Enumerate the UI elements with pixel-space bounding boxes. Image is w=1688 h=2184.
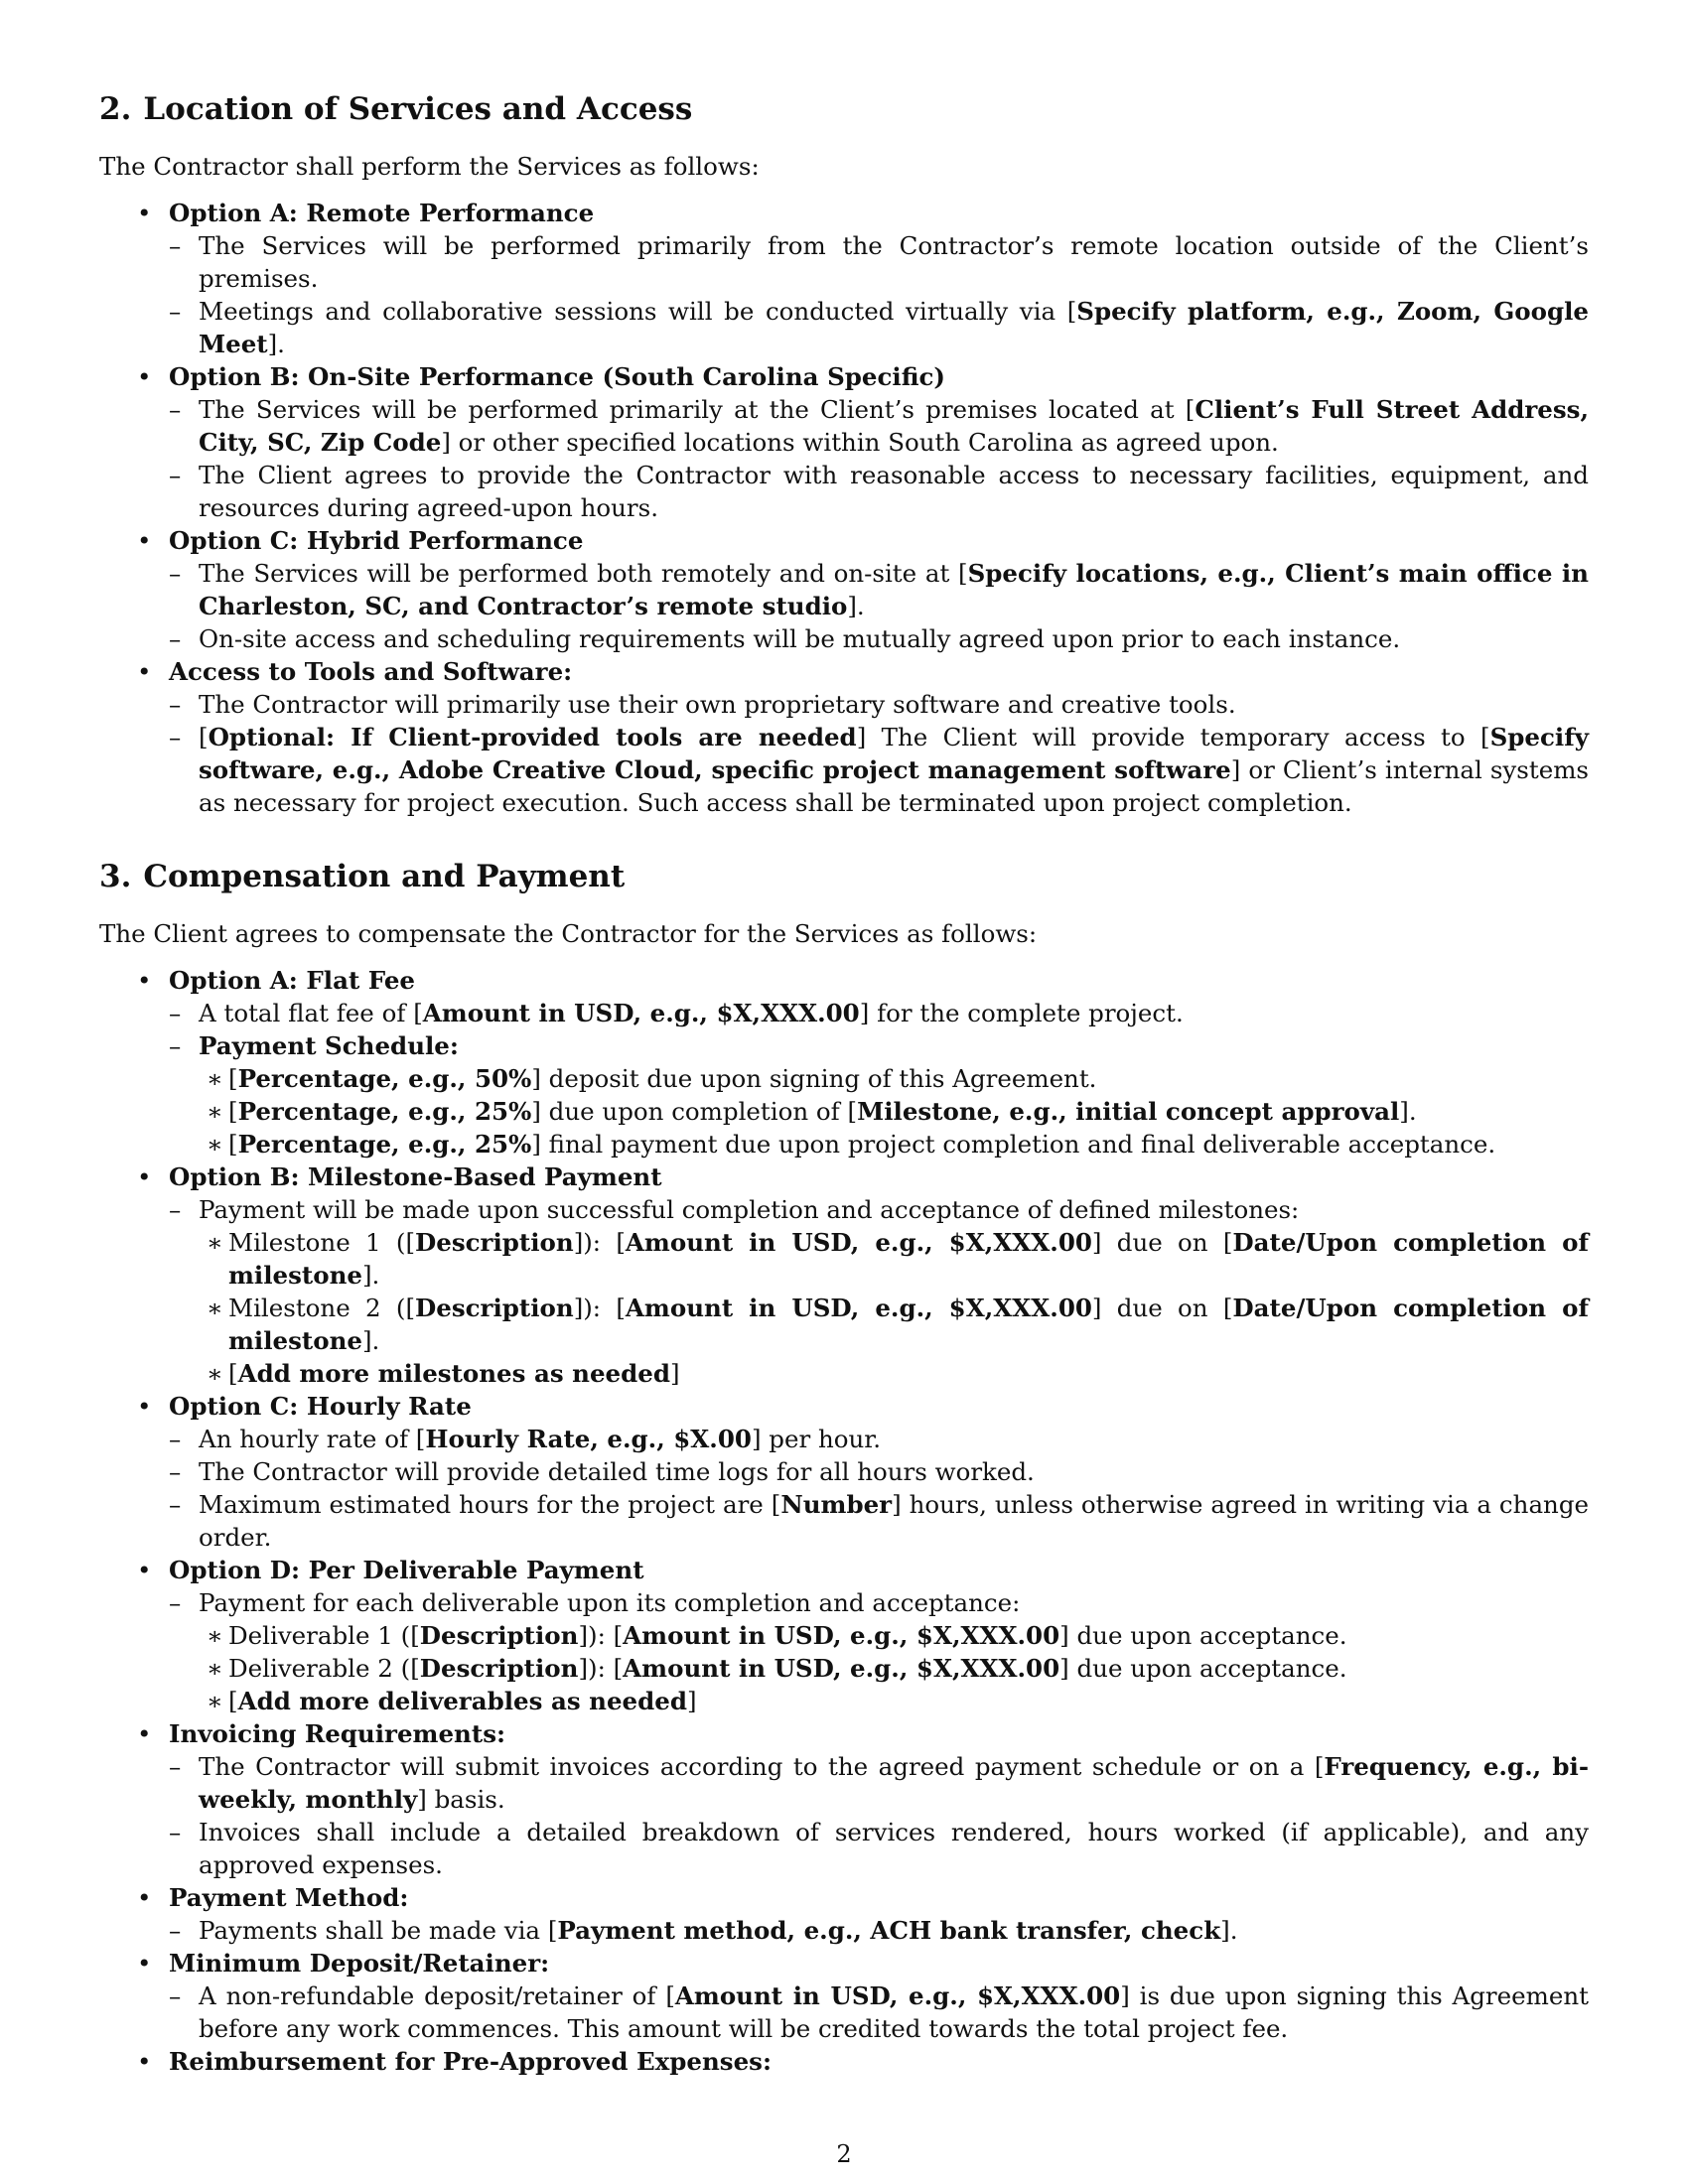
option-hourly <box>99 1390 1589 1554</box>
list-item: – The Services will be performed primarily from the Contractor’s remote location outside of the Client’s premises. <box>139 229 1589 295</box>
list-item: ∗ [Percentage, e.g., 25%] due upon completion of [Milestone, e.g., initial concept approval]. <box>177 1095 1589 1128</box>
list-item: ∗ [Add more deliverables as needed] <box>177 1685 1589 1717</box>
option-title: Option A: Flat Fee <box>169 966 416 996</box>
reimbursement-expenses <box>99 2045 1589 2078</box>
option-title: Reimbursement for Pre-Approved Expenses: <box>169 2047 773 2077</box>
list-item: – Meetings and collaborative sessions will be conducted virtually via [Specify platform, e.g., Zoom, Google Meet]. <box>139 295 1589 360</box>
option-title: Option B: On-Site Performance (South Carolina Specific) <box>169 362 946 392</box>
list-item: – Payment Schedule: ∗ [Percentage, e.g., 50%] deposit due upon signing of this Agreement. ∗ [Percentage, e.g., 25%] due upon completion of [Milestone, e.g., initial concept approval]. ∗ [Percentage, e.g., 25%] final payment due upon project completion and final deliverable acceptance. <box>139 1029 1589 1160</box>
section-title: Location of Services and Access <box>143 91 693 127</box>
section-intro: The Contractor shall perform the Services as follows: <box>99 152 760 182</box>
list-item: ∗ Deliverable 1 ([Description]): [Amount in USD, e.g., $X,XXX.00] due upon acceptance. <box>177 1619 1589 1652</box>
list-item: ∗ [Percentage, e.g., 25%] final payment due upon project completion and final deliverable acceptance. <box>177 1128 1589 1160</box>
option-title: Payment Method: <box>169 1883 409 1913</box>
option-remote <box>99 197 1589 360</box>
list-item: ∗ [Percentage, e.g., 50%] deposit due upon signing of this Agreement. <box>177 1062 1589 1095</box>
list-item: – Payment for each deliverable upon its completion and acceptance: ∗ Deliverable 1 ([Description]): [Amount in USD, e.g., $X,XXX.00] due upon acceptance. ∗ Deliverable 2 ([Description]): [Amount in USD, e.g., $X,XXX.00] due upon acceptance. ∗ [Add more deliverables as needed] <box>139 1586 1589 1717</box>
minimum-deposit <box>99 1947 1589 2045</box>
list-item: ∗ Deliverable 2 ([Description]): [Amount in USD, e.g., $X,XXX.00] due upon acceptance. <box>177 1652 1589 1685</box>
option-title: Option B: Milestone-Based Payment <box>169 1162 662 1192</box>
document-page <box>99 91 1589 2078</box>
section-number: 2. <box>99 91 132 127</box>
invoicing-requirements <box>99 1717 1589 1881</box>
payment-method <box>99 1881 1589 1947</box>
section-intro: The Client agrees to compensate the Contractor for the Services as follows: <box>99 919 1038 949</box>
list-item: – Payments shall be made via [Payment method, e.g., ACH bank transfer, check]. <box>139 1914 1589 1947</box>
option-title: Minimum Deposit/Retainer: <box>169 1949 550 1979</box>
list-item: – A non-refundable deposit/retainer of [Amount in USD, e.g., $X,XXX.00] is due upon signing this Agreement before any work commences. This amount will be credited towards the total project fee. <box>139 1979 1589 2045</box>
option-hybrid <box>99 524 1589 655</box>
section-heading <box>99 859 1589 895</box>
list-item: – Maximum estimated hours for the project are [Number] hours, unless otherwise agreed in writing via a change order. <box>139 1488 1589 1554</box>
list-item: ∗ [Add more milestones as needed] <box>177 1357 1589 1390</box>
list-item: ∗ Milestone 2 ([Description]): [Amount in USD, e.g., $X,XXX.00] due on [Date/Upon completion of milestone]. <box>177 1292 1589 1357</box>
option-title: Option C: Hourly Rate <box>169 1392 472 1422</box>
section-number: 3. <box>99 859 132 895</box>
list-item: – The Contractor will primarily use their own proprietary software and creative tools. <box>139 688 1589 721</box>
list-item: – Payment will be made upon successful completion and acceptance of defined milestones: ∗ Milestone 1 ([Description]): [Amount in USD, e.g., $X,XXX.00] due on [Date/Upon completion of milestone]. ∗ Milestone 2 ([Description]): [Amount in USD, e.g., $X,XXX.00] due on [Date/Upon completion of milestone]. ∗ [Add more milestones as needed] <box>139 1193 1589 1390</box>
option-milestone <box>99 1160 1589 1390</box>
option-flat-fee <box>99 964 1589 1160</box>
section-heading <box>99 91 1589 128</box>
option-title: Option C: Hybrid Performance <box>169 526 584 556</box>
section-location-of-services <box>99 91 1589 819</box>
list-item: – On-site access and scheduling requirements will be mutually agreed upon prior to each instance. <box>139 622 1589 655</box>
section-compensation-payment <box>99 859 1589 2078</box>
list-item: – The Contractor will submit invoices according to the agreed payment schedule or on a [Frequency, e.g., bi-weekly, monthly] basis. <box>139 1750 1589 1816</box>
list-item: – Invoices shall include a detailed breakdown of services rendered, hours worked (if applicable), and any approved expenses. <box>139 1816 1589 1881</box>
option-onsite <box>99 360 1589 524</box>
list-item: – The Services will be performed both remotely and on-site at [Specify locations, e.g., Client’s main office in Charleston, SC, and Contractor’s remote studio]. <box>139 557 1589 622</box>
list-item: – The Client agrees to provide the Contractor with reasonable access to necessary facilities, equipment, and resources during agreed-upon hours. <box>139 459 1589 524</box>
options-list <box>99 197 1589 819</box>
list-item: – An hourly rate of [Hourly Rate, e.g., $X.00] per hour. <box>139 1423 1589 1455</box>
options-list <box>99 964 1589 2078</box>
option-title: Option D: Per Deliverable Payment <box>169 1556 644 1585</box>
option-title: Option A: Remote Performance <box>169 199 595 228</box>
list-item: – The Contractor will provide detailed time logs for all hours worked. <box>139 1455 1589 1488</box>
list-item: – The Services will be performed primarily at the Client’s premises located at [Client’s Full Street Address, City, SC, Zip Code] or other specified locations within South Carolina as agreed upon. <box>139 393 1589 459</box>
option-tools-access <box>99 655 1589 819</box>
section-title: Compensation and Payment <box>143 859 626 895</box>
list-item: – [Optional: If Client-provided tools are needed] The Client will provide temporary access to [Specify software, e.g., Adobe Creative Cloud, specific project management software] or Client’s internal systems as necessary for project execution. Such access shall be terminated upon project completion. <box>139 721 1589 819</box>
page-number: 2 <box>836 2140 852 2168</box>
list-item: – A total flat fee of [Amount in USD, e.g., $X,XXX.00] for the complete project. <box>139 997 1589 1029</box>
option-title: Invoicing Requirements: <box>169 1719 506 1749</box>
option-per-deliverable <box>99 1554 1589 1717</box>
list-item: ∗ Milestone 1 ([Description]): [Amount in USD, e.g., $X,XXX.00] due on [Date/Upon completion of milestone]. <box>177 1226 1589 1292</box>
option-title: Access to Tools and Software: <box>169 657 573 687</box>
